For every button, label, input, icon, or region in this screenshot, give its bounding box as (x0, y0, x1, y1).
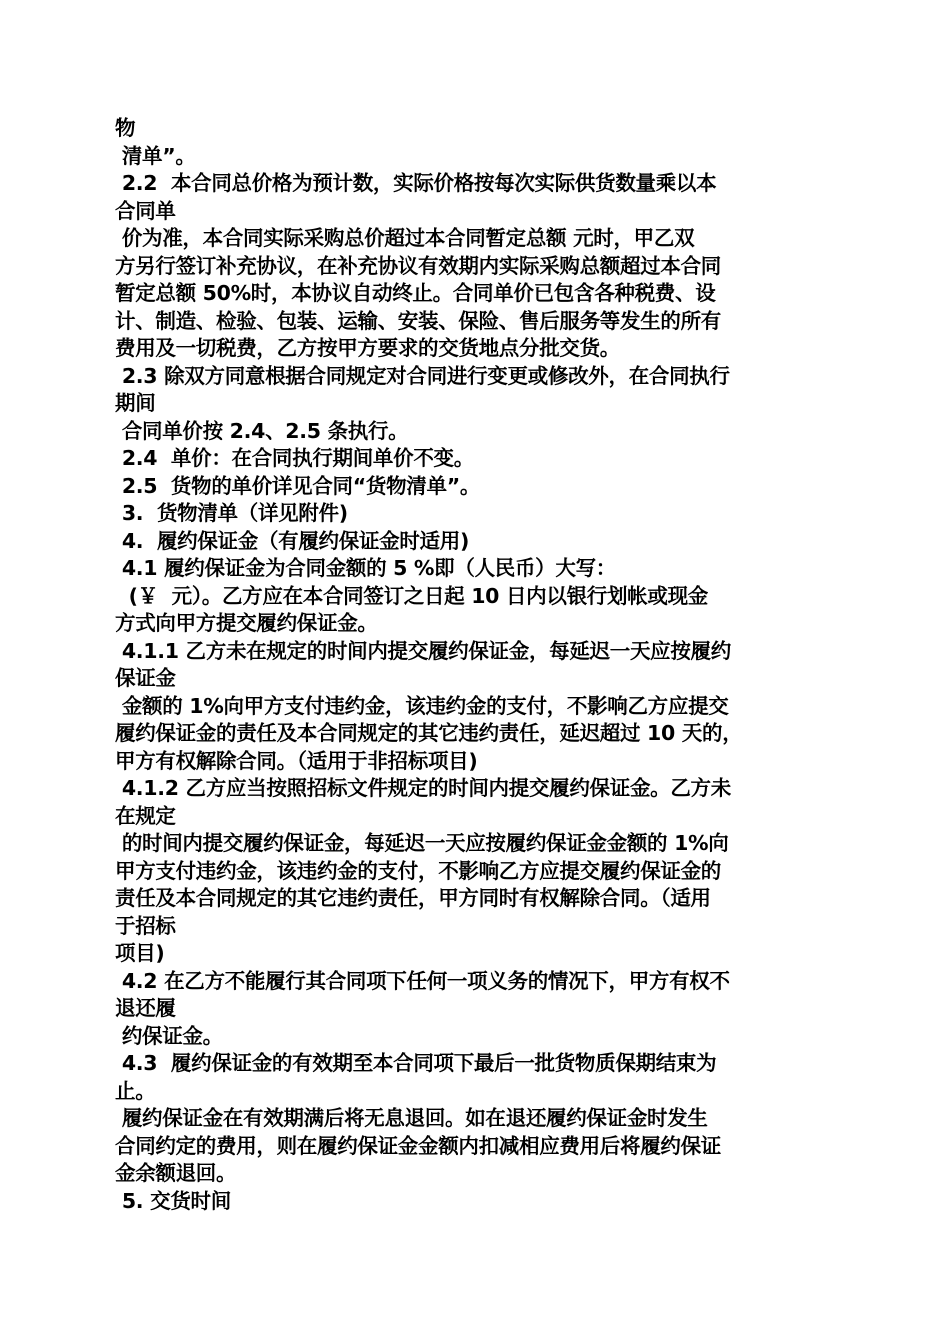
text-line: 2.2 本合同总价格为预计数，实际价格按每次实际供货数量乘以本 (115, 171, 717, 195)
text-line: 2.3 除双方同意根据合同规定对合同进行变更或修改外，在合同执行 (115, 363, 730, 388)
text-line: 于招标 (115, 913, 176, 938)
text-line: 费用及一切税费，乙方按甲方要求的交货地点分批交货。 (115, 336, 620, 360)
text-line: 履约保证金的责任及本合同规定的其它违约责任，延迟超过 10 天的， (115, 721, 743, 745)
text-line: 金额的 1%向甲方支付违约金，该违约金的支付，不影响乙方应提交 (115, 693, 729, 718)
text-line: 方式向甲方提交履约保证金。 (115, 611, 378, 635)
text-line: 的时间内提交履约保证金，每延迟一天应按履约保证金金额的 1%向 (115, 831, 729, 855)
text-line: 4.1 履约保证金为合同金额的 5 %即（人民币）大写： (115, 556, 616, 580)
text-line: 甲方有权解除合同。（适用于非招标项目) (115, 748, 478, 773)
text-line: 金余额退回。 (115, 1161, 237, 1185)
text-line: 责任及本合同规定的其它违约责任，甲方同时有权解除合同。（适用 (115, 886, 711, 910)
text-line: 期间 (115, 391, 156, 415)
text-line: 计、制造、检验、包装、运输、安装、保险、售后服务等发生的所有 (115, 308, 721, 333)
text-line: 5. 交货时间 (115, 1188, 231, 1213)
text-line: 2.5 货物的单价详见合同“货物清单”。 (115, 473, 481, 498)
document-page (115, 115, 840, 1215)
text-line: 清单”。 (115, 143, 196, 168)
text-line: 合同单价按 2.4、2.5 条执行。 (115, 418, 409, 443)
text-line: (￥ 元）。乙方应在本合同签订之日起 10 日内以银行划帐或现金 (115, 583, 708, 608)
text-line: 物 (115, 116, 136, 140)
text-line: 3. 货物清单（详见附件) (115, 501, 348, 525)
text-line: 4.1.1 乙方未在规定的时间内提交履约保证金，每延迟一天应按履约 (115, 638, 731, 663)
text-line: 约保证金。 (115, 1023, 223, 1048)
text-line: 在规定 (115, 803, 176, 828)
text-line: 4. 履约保证金（有履约保证金时适用) (115, 528, 470, 553)
text-line: 2.4 单价：在合同执行期间单价不变。 (115, 446, 474, 470)
text-line: 项目) (115, 941, 165, 965)
text-line: 合同约定的费用，则在履约保证金金额内扣减相应费用后将履约保证 (115, 1133, 721, 1158)
text-line: 退还履 (115, 996, 176, 1020)
text-line: 方另行签订补充协议，在补充协议有效期内实际采购总额超过本合同 (115, 253, 721, 278)
text-line: 价为准，本合同实际采购总价超过本合同暂定总额 元时，甲乙双 (115, 226, 695, 250)
text-line: 4.3 履约保证金的有效期至本合同项下最后一批货物质保期结束为 (115, 1051, 717, 1075)
text-line: 4.1.2 乙方应当按照招标文件规定的时间内提交履约保证金。乙方未 (115, 776, 731, 800)
text-line: 甲方支付违约金，该违约金的支付，不影响乙方应提交履约保证金的 (115, 858, 721, 883)
text-line: 4.2 在乙方不能履行其合同项下任何一项义务的情况下，甲方有权不 (115, 968, 730, 993)
text-line: 止。 (115, 1078, 156, 1103)
text-line: 合同单 (115, 198, 176, 223)
text-line: 暂定总额 50%时，本协议自动终止。合同单价已包含各种税费、设 (115, 281, 716, 305)
text-line: 履约保证金在有效期满后将无息退回。如在退还履约保证金时发生 (115, 1106, 708, 1130)
contract-text-body (115, 115, 840, 1215)
text-line: 保证金 (115, 666, 176, 690)
